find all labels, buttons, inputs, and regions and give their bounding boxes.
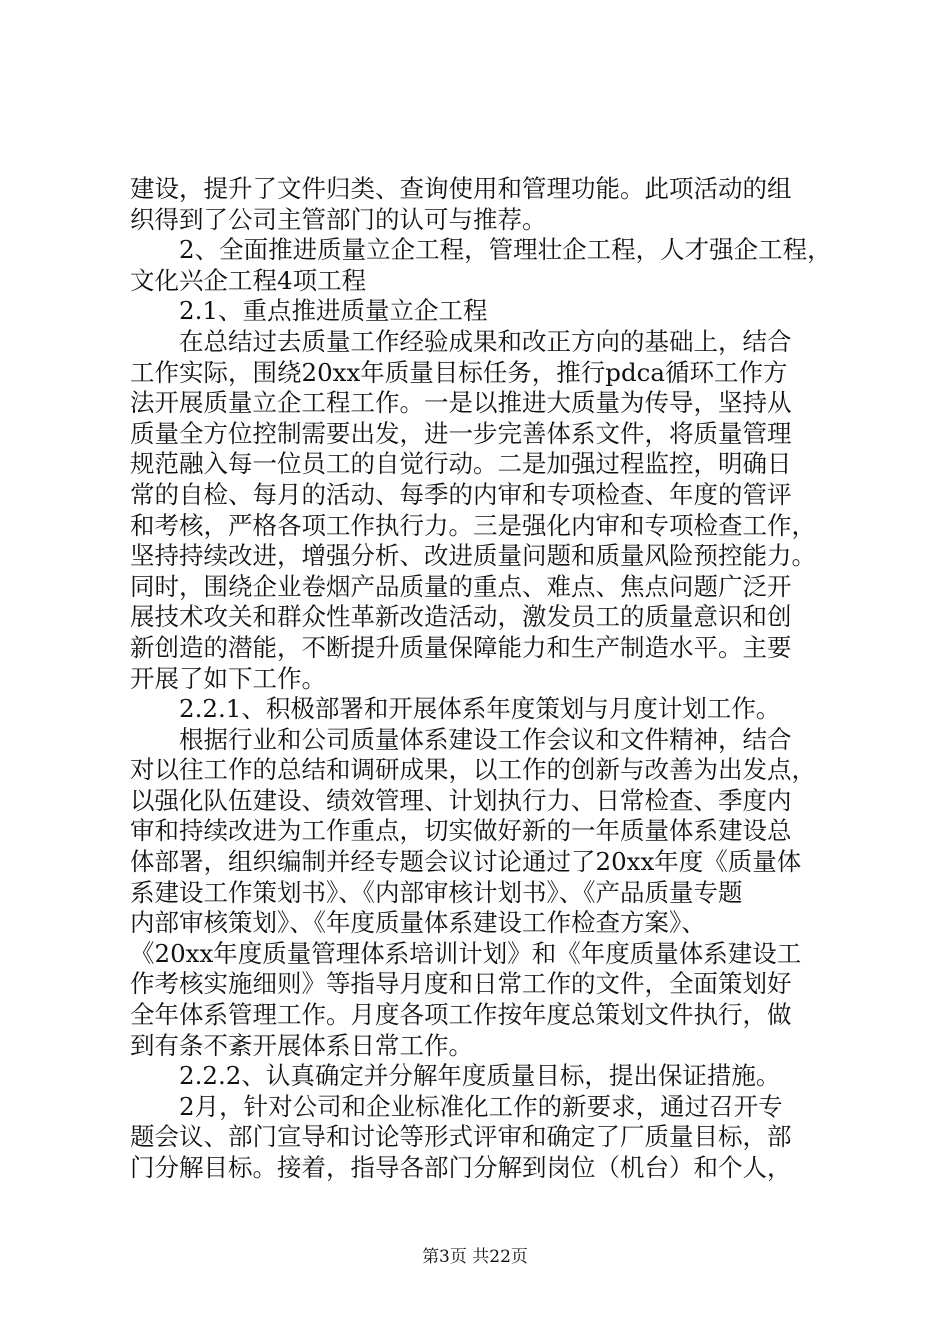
text-line: 常的自检、每月的活动、每季的内审和专项检查、年度的管评 (130, 479, 792, 509)
text-line: 门分解目标。接着，指导各部门分解到岗位（机台）和个人， (130, 1153, 792, 1182)
text-line: 和考核，严格各项工作执行力。三是强化内审和专项检查工作， (130, 510, 816, 540)
text-line: 工作实际，围绕20xx年质量目标任务，推行pdca循环工作方 (130, 357, 788, 387)
text-line: 织得到了公司主管部门的认可与推荐。 (130, 204, 547, 234)
text-line: 同时，围绕企业卷烟产品质量的重点、难点、焦点问题广泛开 (130, 571, 792, 601)
text-line: 题会议、部门宣导和讨论等形式评审和确定了厂质量目标，部 (130, 1122, 792, 1152)
text-line: 2月，针对公司和企业标准化工作的新要求，通过召开专 (179, 1091, 783, 1121)
text-line: 在总结过去质量工作经验成果和改正方向的基础上，结合 (179, 326, 792, 356)
text-line: 到有条不紊开展体系日常工作。 (130, 1030, 473, 1060)
text-line: 《20xx年度质量管理体系培训计划》和《年度质量体系建设工 (130, 938, 802, 968)
text-line: 作考核实施细则》等指导月度和日常工作的文件，全面策划好 (130, 969, 792, 999)
document-body (130, 174, 830, 1184)
text-line: 以强化队伍建设、绩效管理、计划执行力、日常检查、季度内 (130, 785, 792, 815)
text-line: 审和持续改进为工作重点，切实做好新的一年质量体系建设总 (130, 816, 792, 846)
text-line: 质量全方位控制需要出发，进一步完善体系文件，将质量管理 (130, 418, 792, 448)
text-line: 对以往工作的总结和调研成果，以工作的创新与改善为出发点， (130, 755, 816, 785)
page-number: 第3页 共22页 (422, 1247, 528, 1267)
text-line: 展技术攻关和群众性革新改造活动，激发员工的质量意识和创 (130, 602, 792, 632)
section-heading: 文化兴企工程4项工程 (130, 265, 367, 295)
text-line: 建设，提升了文件归类、查询使用和管理功能。此项活动的组 (130, 174, 792, 203)
subsection-heading: 2.2.2、认真确定并分解年度质量目标，提出保证措施。 (179, 1061, 781, 1091)
text-line: 规范融入每一位员工的自觉行动。二是加强过程监控，明确日 (130, 449, 792, 479)
text-line: 新创造的潜能，不断提升质量保障能力和生产制造水平。主要 (130, 632, 792, 662)
text-line: 内部审核策划》、《年度质量体系建设工作检查方案》、 (130, 908, 706, 938)
text-line: 体部署，组织编制并经专题会议讨论通过了20xx年度《质量体 (130, 847, 802, 877)
text-line: 坚持持续改进，增强分析、改进质量问题和质量风险预控能力。 (130, 541, 816, 571)
text-line: 根据行业和公司质量体系建设工作会议和文件精神，结合 (179, 724, 792, 754)
subsection-heading: 2.2.1、积极部署和开展体系年度策划与月度计划工作。 (179, 694, 781, 724)
text-line: 全年体系管理工作。月度各项工作按年度总策划文件执行，做 (130, 1000, 792, 1030)
text-line: 系建设工作策划书》、《内部审核计划书》、《产品质量专题 (130, 877, 743, 907)
text-line: 开展了如下工作。 (130, 663, 326, 693)
text-line: 法开展质量立企工程工作。一是以推进大质量为传导，坚持从 (130, 388, 792, 418)
section-heading: 2、全面推进质量立企工程，管理壮企工程，人才强企工程， (179, 235, 832, 265)
subsection-heading: 2.1、重点推进质量立企工程 (179, 296, 488, 326)
